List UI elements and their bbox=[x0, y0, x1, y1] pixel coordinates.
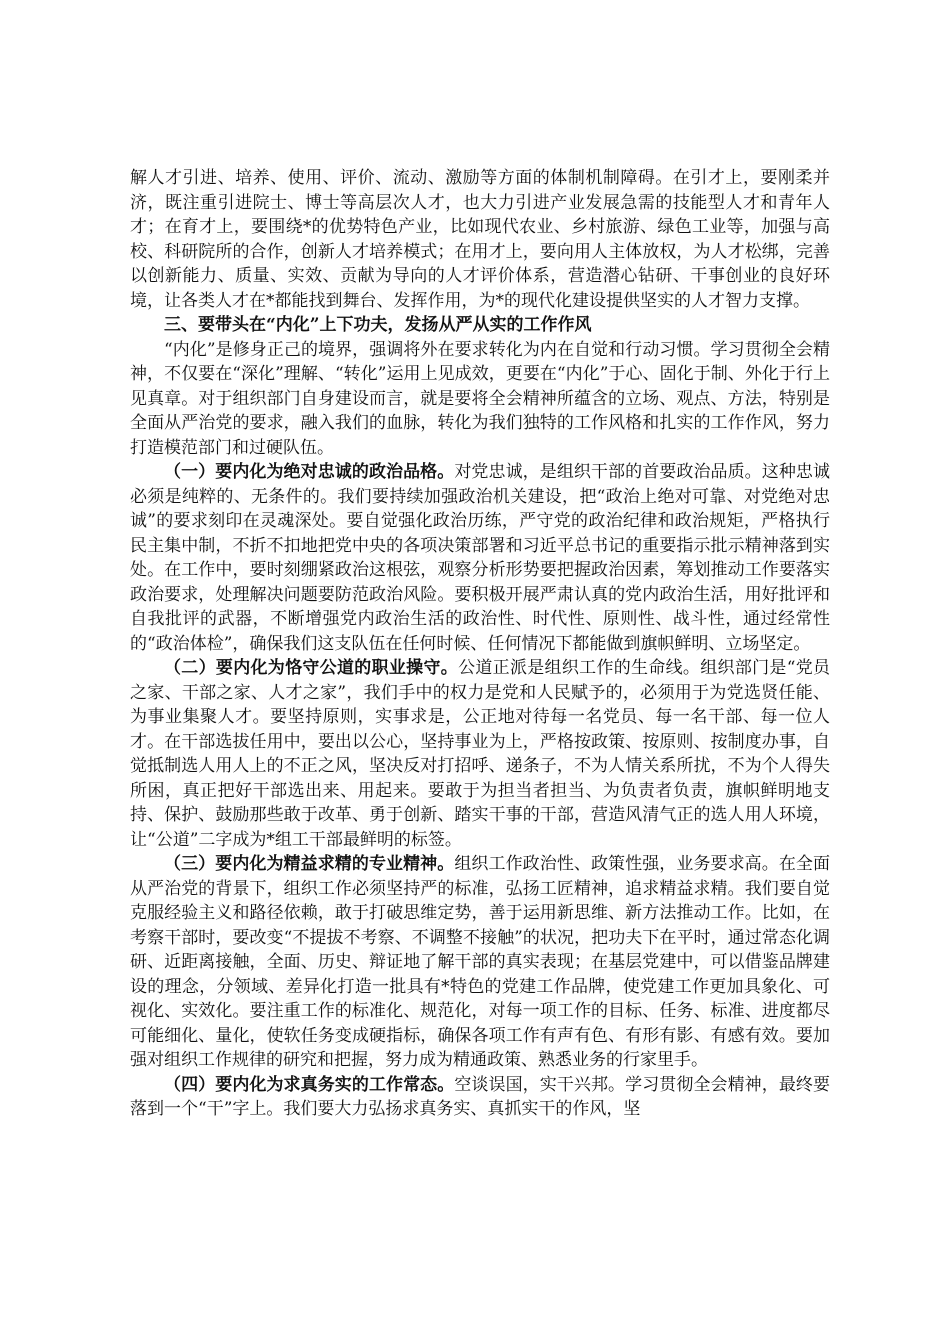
item-body-1: 对党忠诚，是组织干部的首要政治品质。这种忠诚必须是纯粹的、无条件的。我们要持续加强政治机关建设，把“政治上绝对可靠、对党绝对忠诚”的要求刻印在灵魂深处。要自觉强化政治历练，严守党的政治纪律和政治规矩，严格执行民主集中制，不折不扣地把党中央的各项决策部署和习近平总书记的重要指示批示精神落到实处。在工作中，要时刻绷紧政治这根弦，观察分析形势要把握政治因素，筹划推动工作要落实政治要求，处理解决问题要防范政治风险。要积极开展严肃认真的党内政治生活，用好批评和自我批评的武器，不断增强党内政治生活的政治性、时代性、原则性、战斗性，通过经常性的“政治体检”，确保我们这支队伍在任何时候、任何情况下都能做到旗帜鲜明、立场坚定。 bbox=[130, 462, 831, 654]
section-intro-paragraph: “内化”是修身正己的境界，强调将外在要求转化为内在自觉和行动习惯。学习贯彻全会精神，不仅要在“深化”理解、“转化”运用上见成效，更要在“内化”于心、固化于制、外化于行上见真章。对于组织部门自身建设而言，就是要将全会精神所蕴含的立场、观点、方法，特别是全面从严治党的要求，融入我们的血脉，转化为我们独特的工作风格和扎实的工作作风，努力打造模范部门和过硬队伍。 bbox=[130, 339, 830, 458]
item-paragraph-2 bbox=[130, 656, 830, 852]
section-heading: 三、要带头在“内化”上下功夫，发扬从严从实的工作作风 bbox=[164, 315, 592, 335]
item-lead-2: （二）要内化为恪守公道的职业操守。 bbox=[164, 658, 459, 678]
item-body-4: 空谈误国，实干兴邦。学习贯彻全会精神，最终要落到一个“干”字上。我们要大力弘扬求真务实、真抓实干的作风，坚 bbox=[130, 1074, 831, 1119]
item-lead-4: （四）要内化为求真务实的工作常态。 bbox=[164, 1074, 455, 1095]
item-paragraph-3 bbox=[130, 852, 830, 1073]
intro-paragraph: 解人才引进、培养、使用、评价、流动、激励等方面的体制机制障碍。在引才上，要刚柔并济，既注重引进院士、博士等高层次人才，也大力引进产业发展急需的技能型人才和青年人才；在育才上，要围绕*的优势特色产业，比如现代农业、乡村旅游、绿色工业等，加强与高校、科研院所的合作，创新人才培养模式；在用才上，要向用人主体放权，为人才松绑，完善以创新能力、质量、实效、贡献为导向的人才评价体系，营造潜心钻研、干事创业的良好环境，让各类人才在*都能找到舞台、发挥作用，为*的现代化建设提供坚实的人才智力支撑。 bbox=[130, 168, 830, 311]
item-lead-3: （三）要内化为精益求精的专业精神。 bbox=[164, 854, 455, 874]
item-paragraph-4 bbox=[130, 1073, 830, 1122]
item-paragraph-1 bbox=[130, 460, 830, 656]
item-body-2: 公道正派是组织工作的生命线。组织部门是“党员之家、干部之家、人才之家”，我们手中的权力是党和人民赋予的，必须用于为党选贤任能、为事业集聚人才。要坚持原则，实事求是，公正地对待每一名党员、每一名干部、每一位人才。在干部选拔任用中，要出以公心，坚持事业为上，严格按政策、按原则、按制度办事，自觉抵制选人用人上的不正之风，坚决反对打招呼、递条子，不为人情关系所扰，不为个人得失所困，真正把好干部选出来、用起来。要敢于为担当者担当、为负责者负责，旗帜鲜明地支持、保护、鼓励那些敢于改革、勇于创新、踏实干事的干部，营造风清气正的选人用人环境，让“公道”二字成为*组工干部最鲜明的标签。 bbox=[130, 658, 830, 850]
item-lead-1: （一）要内化为绝对忠诚的政治品格。 bbox=[164, 462, 455, 482]
item-body-3: 组织工作政治性、政策性强，业务要求高。在全面从严治党的背景下，组织工作必须坚持严的标准，弘扬工匠精神，追求精益求精。我们要自觉克服经验主义和路径依赖，敢于打破思维定势，善于运用新思维、新方法推动工作。比如，在考察干部时，要改变“不提拔不考察、不调整不接触”的状况，把功夫下在平时，通过常态化调研、近距离接触，全面、历史、辩证地了解干部的真实表现；在基层党建中，可以借鉴品牌建设的理念，分领域、差异化打造一批具有*特色的党建工作品牌，使党建工作更加具象化、可视化、实效化。要注重工作的标准化、规范化，对每一项工作的目标、任务、标准、进度都尽可能细化、量化，使软任务变成硬指标，确保各项工作有声有色、有形有影、有感有效。要加强对组织工作规律的研究和把握，努力成为精通政策、熟悉业务的行家里手。 bbox=[130, 854, 831, 1070]
document-page bbox=[130, 166, 830, 1122]
